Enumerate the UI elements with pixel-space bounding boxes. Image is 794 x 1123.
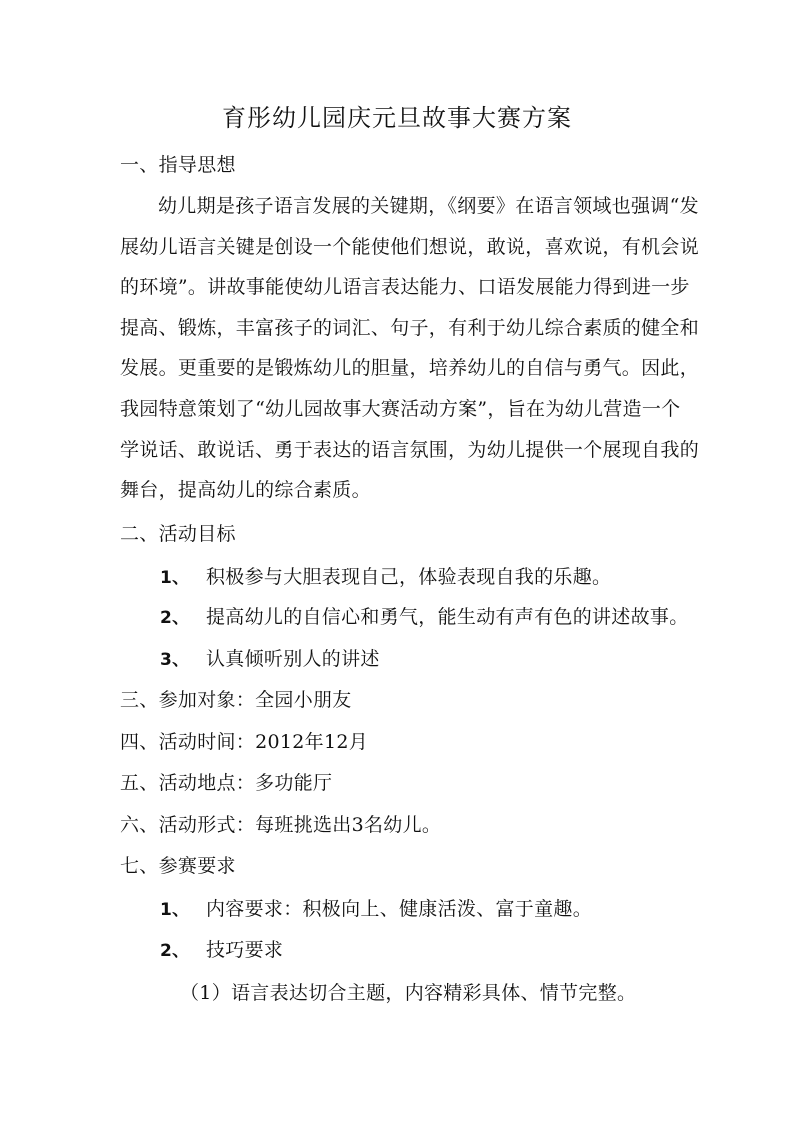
goal-item-number: 3、	[160, 650, 190, 670]
paragraph-line: 学说话、敢说话、勇于表达的语言氛围，为幼儿提供一个展现自我的	[120, 438, 700, 461]
requirement-item-number: 1、	[160, 900, 190, 920]
paragraph-line: 发展。更重要的是锻炼幼儿的胆量，培养幼儿的自信与勇气。因此，	[120, 357, 700, 380]
goal-item	[160, 564, 611, 591]
paragraph-line: 提高、锻炼，丰富孩子的词汇、句子，有利于幼儿综合素质的健全和	[120, 316, 700, 339]
requirement-item-text: 内容要求：积极向上、健康活泼、富于童趣。	[206, 898, 593, 920]
requirement-item-text: 技巧要求	[206, 939, 284, 961]
paragraph-line: 的环境”。讲故事能使幼儿语言表达能力、口语发展能力得到进一步	[120, 276, 690, 299]
goal-item-number: 1、	[160, 568, 190, 588]
paragraph-line: 幼儿期是孩子语言发展的关键期，《纲要》在语言领域也强调“发	[158, 195, 699, 217]
section5-line: 五、活动地点：多功能厅	[120, 772, 333, 794]
goal-item-text: 提高幼儿的自信心和勇气，能生动有声有色的讲述故事。	[206, 606, 689, 628]
requirement-item	[160, 937, 283, 964]
section1-paragraph	[120, 186, 700, 511]
section7-heading: 七、参赛要求	[120, 855, 236, 877]
section3-line: 三、参加对象：全园小朋友	[120, 689, 352, 711]
goal-item-text: 积极参与大胆表现自己，体验表现自我的乐趣。	[206, 566, 612, 588]
section4-line: 四、活动时间：2012年12月	[120, 731, 369, 753]
goal-item-number: 2、	[160, 608, 190, 628]
goal-item	[160, 604, 689, 631]
paragraph-line: 我园特意策划了“幼儿园故事大赛活动方案”，旨在为幼儿营造一个	[120, 397, 681, 420]
goal-item	[160, 646, 380, 673]
paragraph-line: 舞台，提高幼儿的综合素质。	[120, 479, 371, 502]
requirement-sub-item: （1）语言表达切合主题，内容精彩具体、情节完整。	[180, 982, 637, 1004]
goal-item-text: 认真倾听别人的讲述	[206, 648, 380, 670]
requirement-item-number: 2、	[160, 941, 190, 961]
document-title: 育彤幼儿园庆元旦故事大赛方案	[222, 104, 572, 132]
section6-line: 六、活动形式：每班挑选出3名幼儿。	[120, 814, 442, 836]
section1-heading: 一、指导思想	[120, 154, 236, 176]
requirement-item	[160, 896, 592, 923]
paragraph-line: 展幼儿语言关键是创设一个能使他们想说，敢说，喜欢说，有机会说	[120, 235, 700, 258]
section2-heading: 二、活动目标	[120, 523, 236, 545]
